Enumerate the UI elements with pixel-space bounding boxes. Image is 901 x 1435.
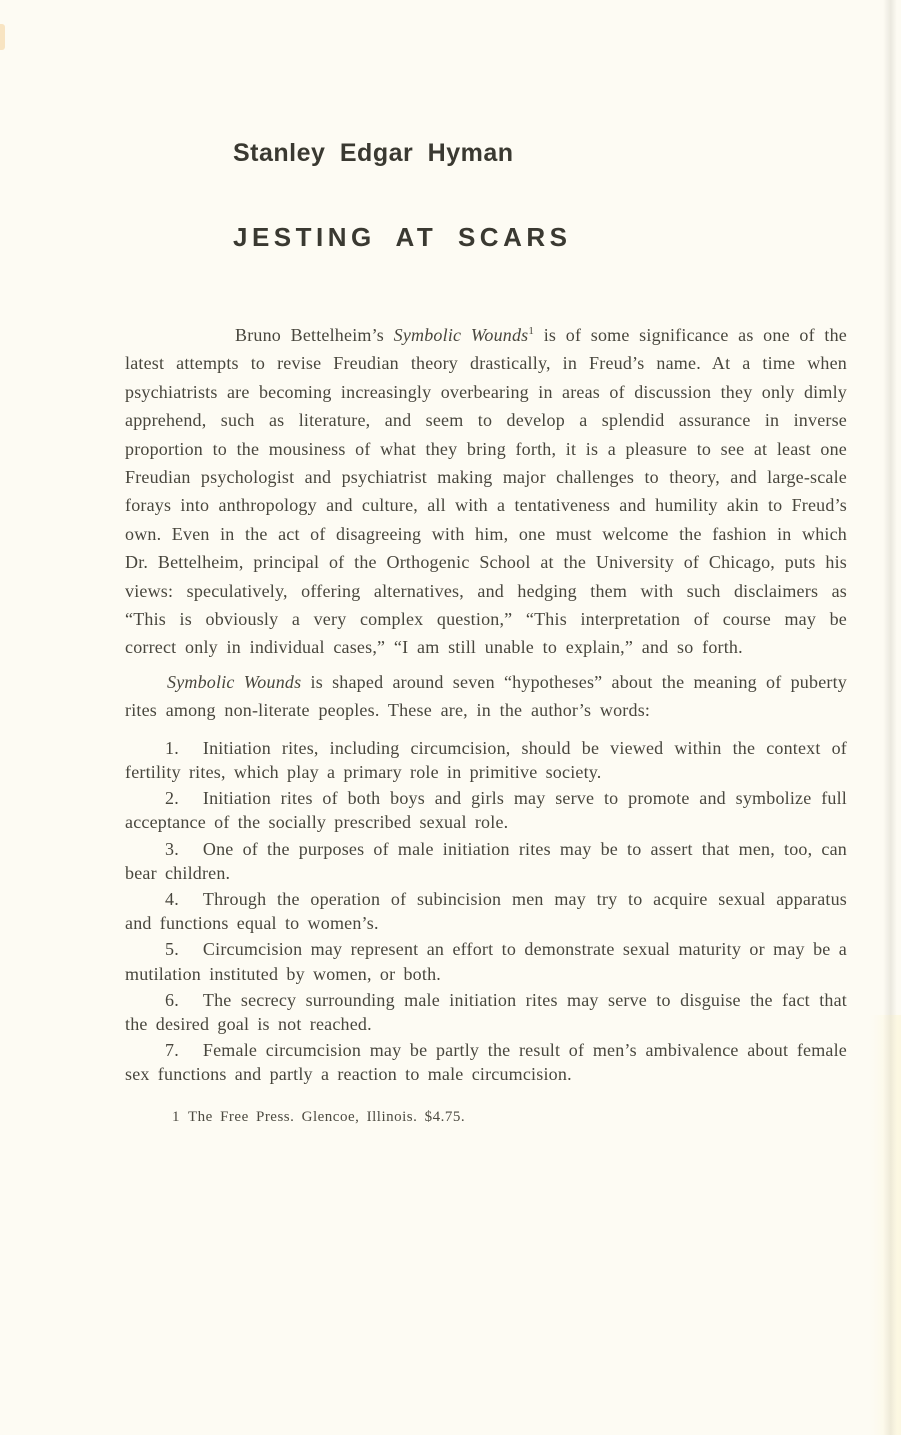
hypothesis-item-1 (125, 736, 847, 784)
hypothesis-item-7 (125, 1038, 847, 1086)
hypothesis-item-5 (125, 937, 847, 985)
hypothesis-number: 1. (165, 737, 179, 758)
footnote-text: The Free Press. Glencoe, Illinois. $4.75. (188, 1108, 466, 1125)
hypothesis-text: One of the purposes of male initiation rites may be to assert that men, too, can bear children. (125, 838, 847, 883)
hypothesis-text: The secrecy surrounding male initiation rites may serve to disguise the fact that the desired goal is not reached. (125, 989, 847, 1034)
hypothesis-item-6 (125, 988, 847, 1036)
book-title-italic: Symbolic Wounds (167, 671, 302, 692)
text-run: is shaped around seven “hypotheses” about the meaning of puberty rites among non-literate peoples. These are, in the author’s words: (125, 671, 847, 721)
article-title: JESTING AT SCARS (233, 222, 572, 252)
hypothesis-number: 5. (165, 939, 179, 960)
hypothesis-number: 6. (165, 989, 179, 1010)
book-title-italic: Symbolic Wounds (393, 325, 529, 345)
hypothesis-text: Through the operation of subincision men may try to acquire sexual apparatus and functions equal to women’s. (125, 888, 847, 934)
hypothesis-text: Circumcision may represent an effort to demonstrate sexual maturity or may be a mutilation instituted by women, or both. (125, 939, 847, 984)
footnote-marker: 1 (172, 1108, 180, 1125)
hypothesis-number: 2. (165, 788, 179, 809)
hypothesis-text: Female circumcision may be partly the result of men’s ambivalence about female sex functions and partly a reaction to male circumcision. (125, 1040, 847, 1085)
hypothesis-number: 3. (165, 838, 179, 859)
hypothesis-number: 4. (165, 888, 179, 909)
hypothesis-number: 7. (165, 1040, 179, 1061)
hypotheses-list (125, 736, 847, 1087)
hypothesis-item-2 (125, 786, 847, 834)
author-byline: Stanley Edgar Hyman (233, 139, 514, 167)
footnote (172, 1109, 847, 1126)
text-run: Bruno Bettelheim’s (235, 325, 394, 345)
hypothesis-item-4 (125, 887, 847, 935)
hypothesis-text: Initiation rites, including circumcision, should be viewed within the context of fertility rites, which play a primary role in primitive society. (125, 737, 847, 782)
intro-paragraph-2 (125, 668, 847, 725)
hypothesis-item-3 (125, 837, 847, 885)
text-run: is of some significance as one of the latest attempts to revise Freudian theory drastically, in Freud’s name. At a time when psychiatrists are becoming increasingly overbearing in areas of discussion they only dimly apprehend, such as literature, and seem to develop a splendid assurance in inverse proportion to the mousiness of what they bring forth, it is a pleasure to see at least one Freudian psychologist and psychiatrist making major challenges to theory, and large-scale forays into anthropology and culture, all with a tentativeness and humility akin to Freud’s own. Even in the act of disagreeing with him, one must welcome the fashion in which Dr. Bettelheim, principal of the Orthogenic School at the University of Chicago, puts his views: speculatively, offering alternatives, and hedging them with such disclaimers as “This is obviously a very complex question,” “This interpretation of course may be correct only in individual cases,” “I am still unable to explain,” and so forth. (125, 325, 847, 658)
hypothesis-text: Initiation rites of both boys and girls may serve to promote and symbolize full acceptance of the socially prescribed sexual role. (125, 788, 847, 833)
intro-paragraph-1 (125, 321, 847, 662)
footnote-reference: 1 (528, 325, 535, 337)
